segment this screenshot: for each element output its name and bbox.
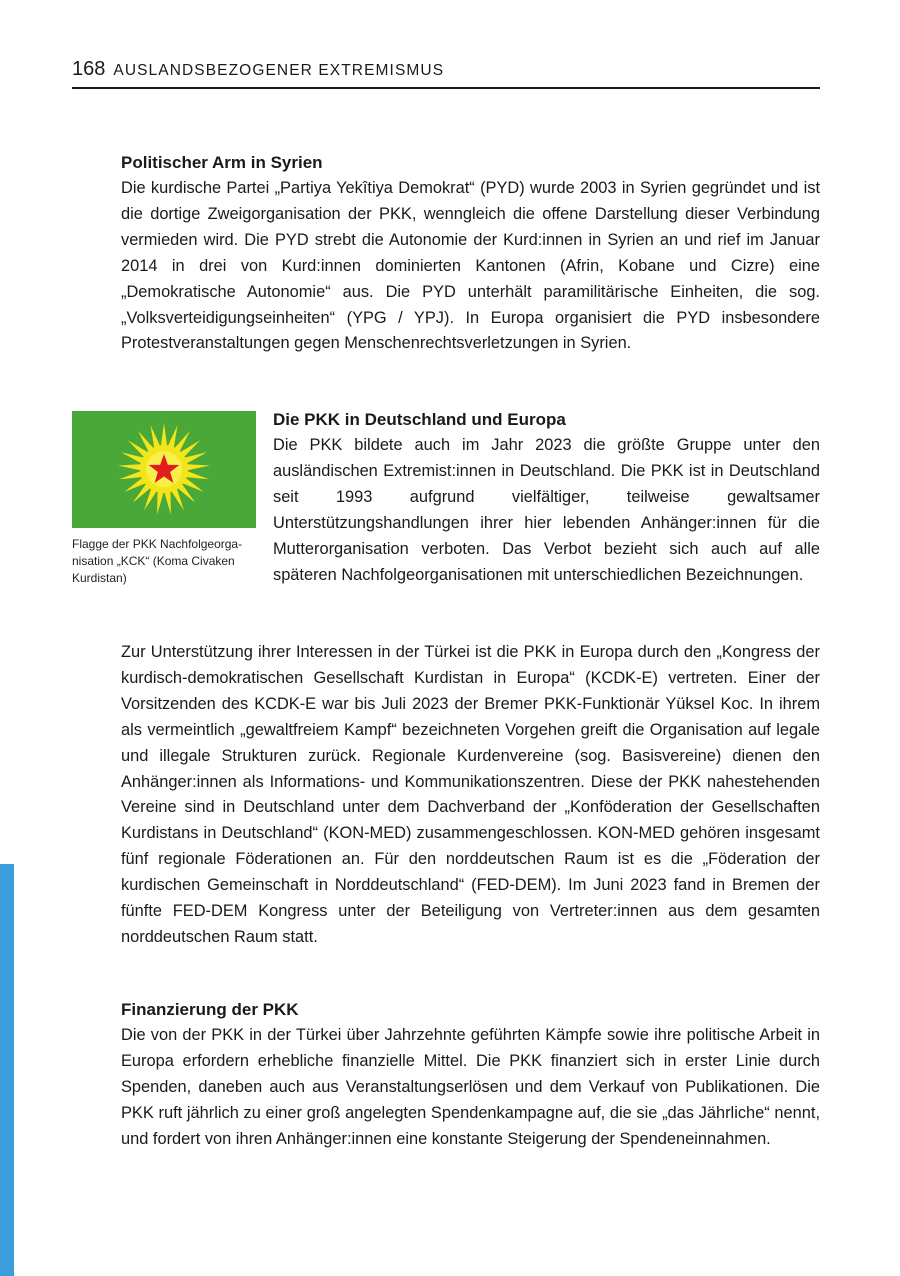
page-header [72, 58, 820, 89]
section-support-europe [121, 640, 820, 951]
page-number: 168 [72, 58, 106, 80]
sun-star-icon [72, 411, 256, 528]
kck-flag-image [72, 411, 256, 528]
running-title: AUSLANDSBEZOGENER EXTREMISMUS [113, 62, 445, 79]
section-body: Die kurdische Partei „Partiya Yekîtiya Demokrat“ (PYD) wurde 2003 in Syrien gegründet und ist die dortige Zweigorganisation der PKK, wenngleich die offene Darstellung dieser Verbindung vermieden wird. Die PYD strebt die Autonomie der Kurd:innen in Syrien an und rief im Januar 2014 in drei von Kurd:innen dominierten Kantonen (Afrin, Kobane und Cizre) eine „Demokratische Autonomie“ aus. Die PYD unterhält paramilitärische Einheiten, die sog. „Volksverteidigungseinheiten“ (YPG / YPJ). In Europa organisiert die PYD insbesondere Protestveranstaltungen gegen Menschenrechtsverletzungen in Syrien. [121, 179, 820, 353]
section-body: Zur Unterstützung ihrer Interessen in der Türkei ist die PKK in Europa durch den „Kongress der kurdisch-demokratischen Gesellschaft Kurdistan in Europa“ (KCDK-E) vertreten. Einer der Vorsitzenden des KCDK-E war bis Juli 2023 der Bremer PKK-Funktionär Yüksel Koc. In ihrem als vermeintlich „gewaltfreiem Kampf“ bezeichneten Vorgehen greift die Organisation auf legale und illegale Strukturen zurück. Regionale Kurdenvereine (sog. Basisvereine) dienen den Anhänger:innen als Informations- und Kommunikationszentren. Diese der PKK nahestehenden Vereine sind in Deutschland unter dem Dachverband der „Konföderation der Gesellschaften Kurdistans in Deutschland“ (KON-MED) zusammengeschlossen. KON-MED gehören insgesamt fünf regionale Föderationen an. Für den norddeutschen Raum ist es die „Föderation der kurdischen Gemeinschaft in Norddeutschland“ (FED-DEM). Im Juni 2023 fand in Bremen der fünfte FED-DEM Kongress unter der Beteiligung von Vertreter:innen aus dem gesamten norddeutschen Raum statt. [121, 643, 820, 946]
figure-caption: Flagge der PKK Nachfolgeorganisation „KCK“ (Koma Civaken Kurdistan) [72, 537, 243, 585]
section-body: Die von der PKK in der Türkei über Jahrzehnte geführten Kämpfe sowie ihre politische Arbeit in Europa erfordern erhebliche finanzielle Mittel. Die PKK finanziert sich in erster Linie durch Spenden, daneben auch aus Veranstaltungserlösen und dem Verkauf von Publikationen. Die PKK ruft jährlich zu einer groß angelegten Spendenkampagne auf, die sie „das Jährliche“ nennt, und fordert von ihren Anhänger:innen eine konstante Steigerung der Spendeneinnahmen. [121, 1026, 820, 1148]
section-heading: Die PKK in Deutschland und Europa [273, 410, 566, 429]
section-body: Die PKK bildete auch im Jahr 2023 die größte Gruppe unter den ausländischen Extremist:innen in Deutschland. Die PKK ist in Deutschland seit 1993 aufgrund vielfältiger, teilweise gewaltsamer Unterstützungshandlungen ihrer hier lebenden Anhänger:innen für die Mutterorganisation verboten. Das Verbot bezieht sich auch auf alle späteren Nachfolgeorganisationen mit unterschiedlichen Bezeichnungen. [273, 436, 820, 584]
section-heading: Finanzierung der PKK [121, 1000, 299, 1019]
section-pkk-germany-europe [273, 407, 820, 588]
section-heading: Politischer Arm in Syrien [121, 153, 323, 172]
chapter-tab-bar [0, 864, 14, 1276]
section-financing [121, 997, 820, 1153]
section-political-arm-syria [121, 150, 820, 357]
